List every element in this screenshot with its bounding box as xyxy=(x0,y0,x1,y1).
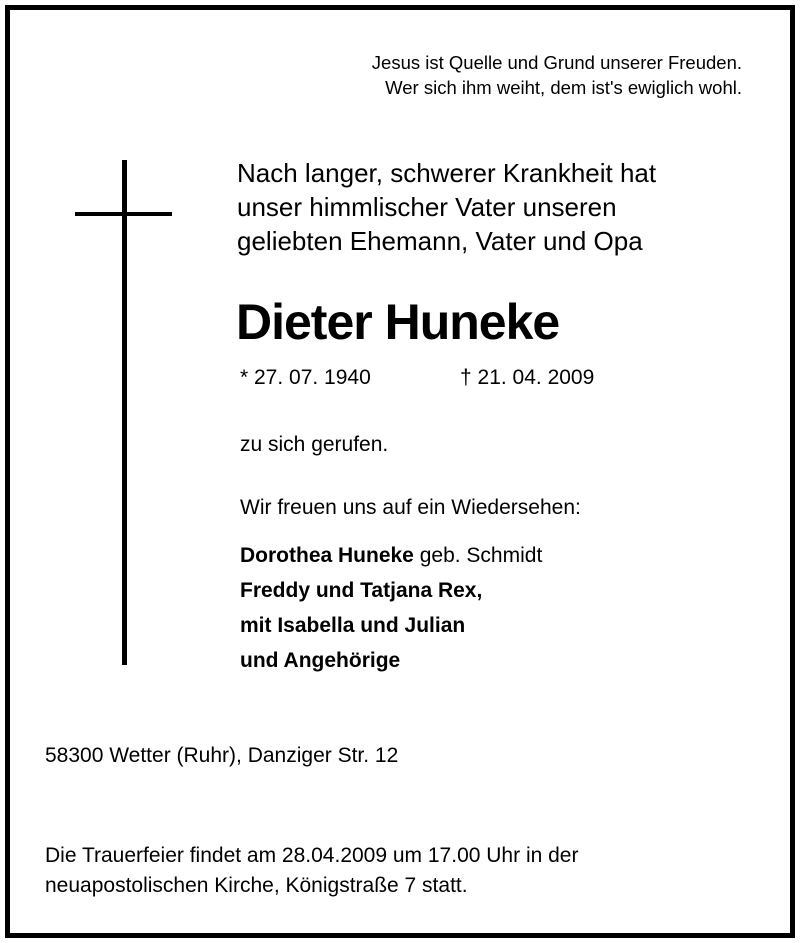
called-text: zu sich gerufen. xyxy=(240,433,389,456)
reunion-text: Wir freuen uns auf ein Wiedersehen: xyxy=(240,496,581,519)
wife-name: Dorothea Huneke xyxy=(240,544,414,567)
deceased-name: Dieter Huneke xyxy=(236,294,560,350)
death-date: † 21. 04. 2009 xyxy=(460,366,595,389)
intro-line-3: geliebten Ehemann, Vater und Opa xyxy=(237,226,643,256)
family-signature xyxy=(240,538,542,678)
life-dates xyxy=(240,364,595,392)
family-line-2: Freddy und Tatjana Rex, xyxy=(240,579,483,602)
family-line-4: und Angehörige xyxy=(240,649,401,672)
intro-line-1: Nach langer, schwerer Krankheit hat xyxy=(237,158,657,188)
verse-line-2: Wer sich ihm weiht, dem ist's ewiglich wohl. xyxy=(385,77,742,98)
family-line-1 xyxy=(240,538,542,573)
address: 58300 Wetter (Ruhr), Danziger Str. 12 xyxy=(45,744,399,767)
funeral-line-1: Die Trauerfeier findet am 28.04.2009 um 17.00 Uhr in der xyxy=(45,844,579,867)
obituary-frame xyxy=(5,5,795,938)
intro-line-2: unser himmlischer Vater unseren xyxy=(237,192,617,222)
funeral-notice xyxy=(45,841,578,901)
birth-date: * 27. 07. 1940 xyxy=(240,366,371,389)
bible-verse xyxy=(372,50,742,100)
funeral-line-2: neuapostolischen Kirche, Königstraße 7 statt. xyxy=(45,874,468,897)
family-line-3: mit Isabella und Julian xyxy=(240,614,466,637)
wife-maiden-name: geb. Schmidt xyxy=(413,544,543,567)
verse-line-1: Jesus ist Quelle und Grund unserer Freuden. xyxy=(371,52,742,73)
intro-text xyxy=(237,156,656,258)
cross-bar xyxy=(75,212,172,216)
cross-icon xyxy=(122,160,127,665)
